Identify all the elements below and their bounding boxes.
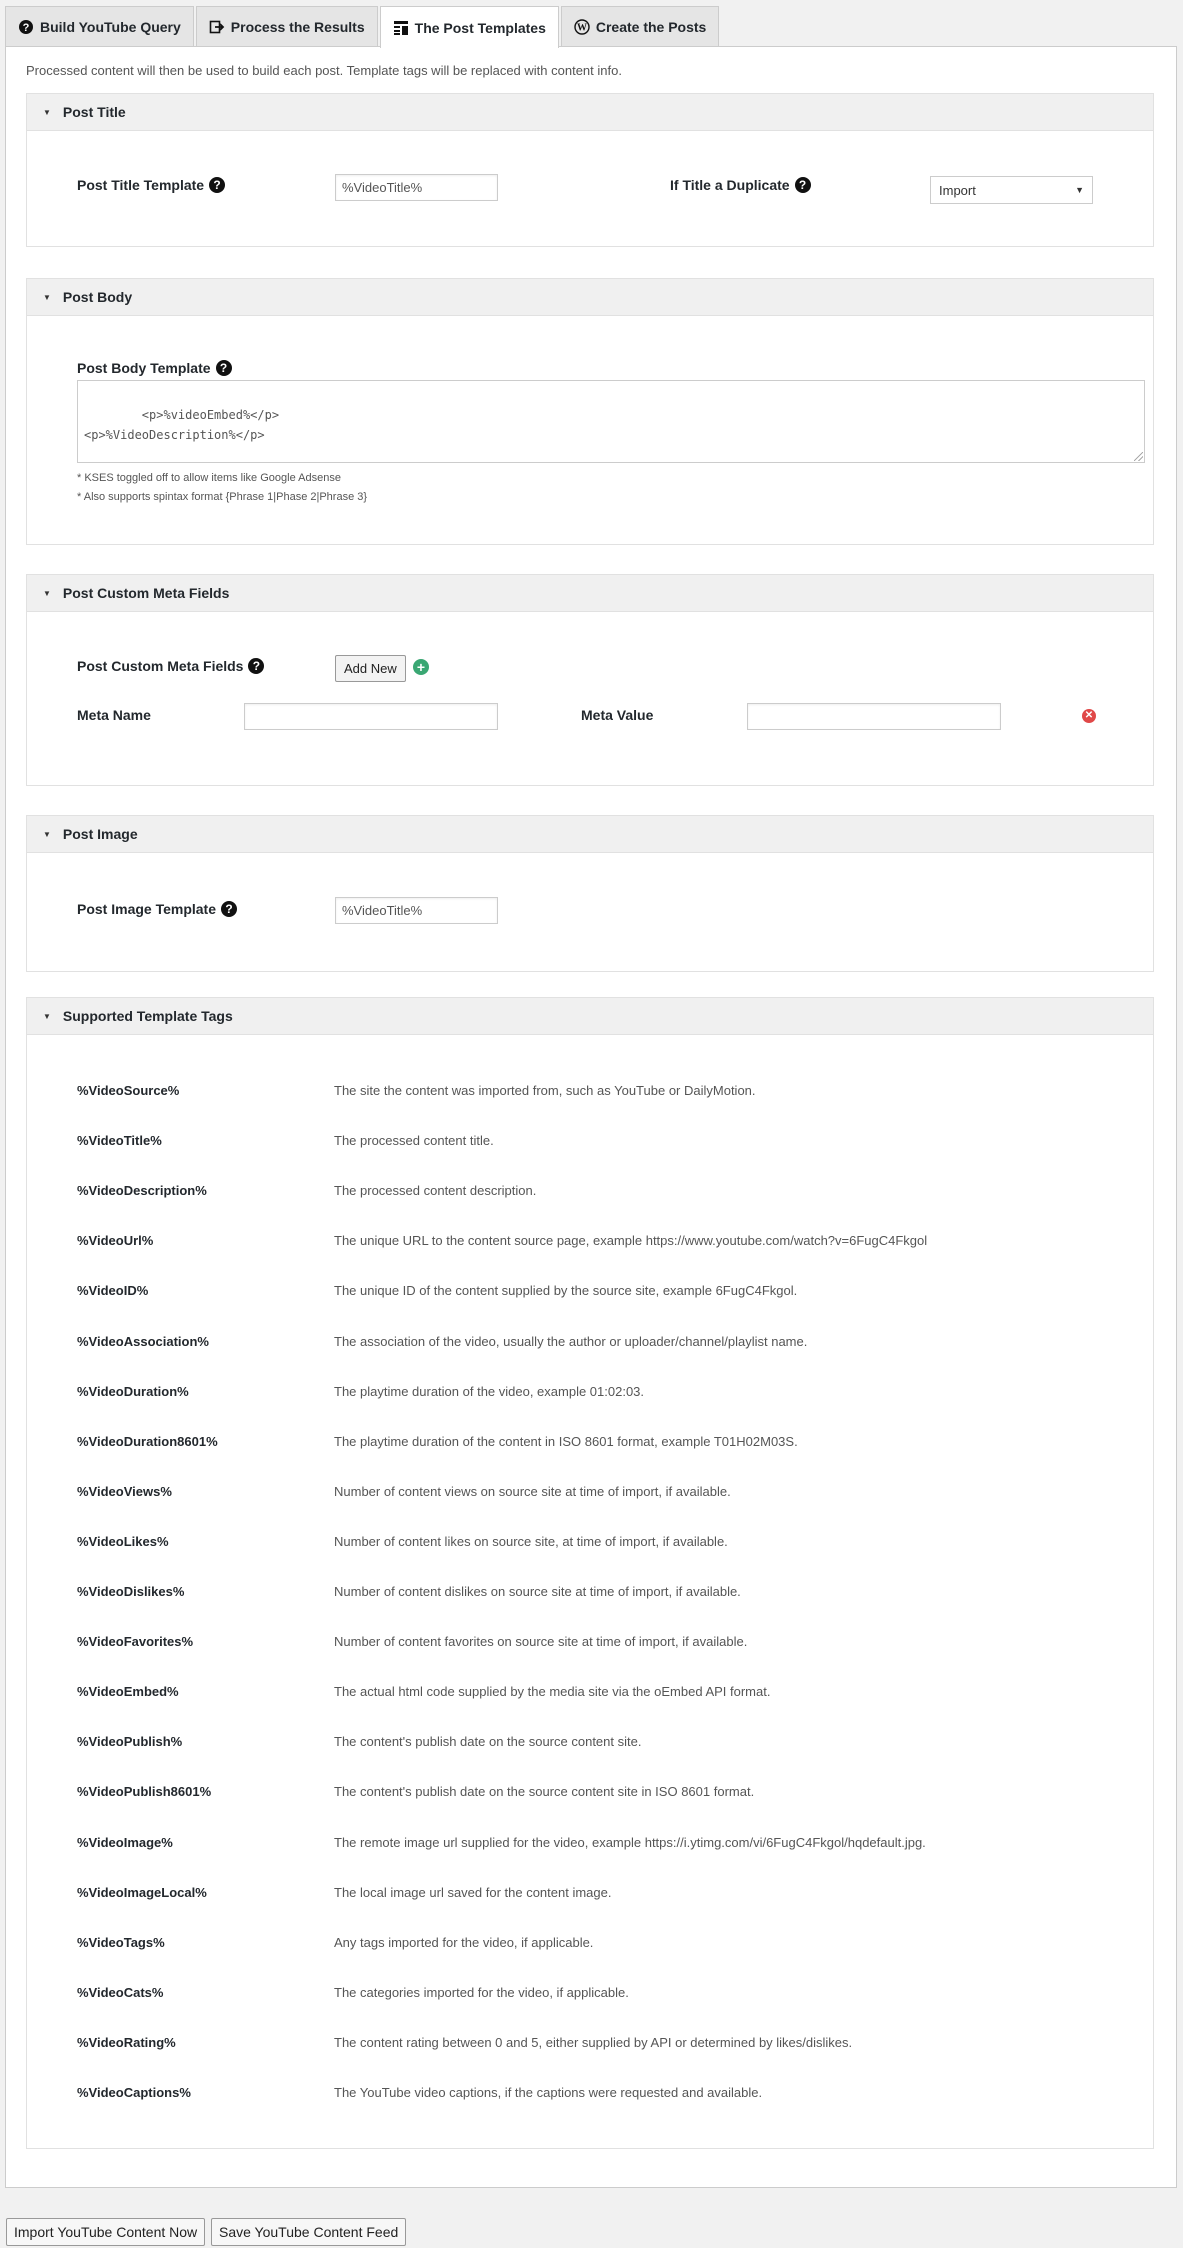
question-circle-icon xyxy=(18,19,34,35)
template-tag-name: %VideoDescription% xyxy=(77,1183,207,1198)
template-tag-row xyxy=(27,1083,1153,1103)
post-meta-header[interactable] xyxy=(27,575,1153,612)
template-tag-description: The unique URL to the content source page, example https://www.youtube.com/watch?v=6FugC4Fkgol xyxy=(334,1233,928,1248)
post-title-box xyxy=(26,93,1154,247)
template-tag-row xyxy=(27,1885,1153,1905)
template-tag-name: %VideoDuration% xyxy=(77,1384,189,1399)
template-tag-description: The unique ID of the content supplied by the source site, example 6FugC4Fkgol. xyxy=(334,1283,798,1298)
caret-down-icon: ▼ xyxy=(1075,185,1084,195)
tab-label: Build YouTube Query xyxy=(40,19,181,35)
section-heading: Supported Template Tags xyxy=(62,1008,233,1024)
template-tag-name: %VideoImage% xyxy=(77,1835,173,1850)
template-tag-row xyxy=(27,1233,1153,1253)
template-tag-row xyxy=(27,1534,1153,1554)
template-tag-row xyxy=(27,1784,1153,1804)
template-tag-name: %VideoDuration8601% xyxy=(77,1434,218,1449)
template-tag-description: The playtime duration of the content in ISO 8601 format, example T01H02M03S. xyxy=(334,1434,798,1449)
meta-value-input[interactable] xyxy=(747,703,1001,730)
resize-grip-icon[interactable] xyxy=(1134,452,1143,461)
tab-bar xyxy=(5,6,721,47)
label-text: Post Body Template xyxy=(77,360,211,376)
template-tag-name: %VideoPublish% xyxy=(77,1734,183,1749)
template-tag-row xyxy=(27,1985,1153,2005)
template-tag-row xyxy=(27,2085,1153,2105)
template-tag-description: The site the content was imported from, such as YouTube or DailyMotion. xyxy=(334,1083,756,1098)
template-tag-row xyxy=(27,2035,1153,2055)
template-tag-description: Any tags imported for the video, if applicable. xyxy=(334,1935,594,1950)
template-tag-name: %VideoID% xyxy=(77,1283,149,1298)
template-tag-row xyxy=(27,1684,1153,1704)
template-tag-row xyxy=(27,1434,1153,1454)
template-tag-description: The actual html code supplied by the media site via the oEmbed API format. xyxy=(334,1684,771,1699)
collapse-arrow-icon: ▼ xyxy=(43,107,51,117)
template-tag-name: %VideoUrl% xyxy=(77,1233,154,1248)
post-meta-box xyxy=(26,574,1154,786)
template-tag-row xyxy=(27,1283,1153,1303)
section-heading: Post Image xyxy=(62,826,138,842)
post-image-template-input[interactable] xyxy=(335,897,498,924)
post-title-template-label xyxy=(77,177,225,193)
duplicate-title-select[interactable] xyxy=(930,176,1093,204)
help-icon[interactable]: ? xyxy=(795,177,811,193)
template-tag-description: The processed content description. xyxy=(334,1183,537,1198)
template-tag-row xyxy=(27,1133,1153,1153)
help-icon[interactable]: ? xyxy=(216,360,232,376)
meta-name-input[interactable] xyxy=(244,703,498,730)
label-text: Post Custom Meta Fields xyxy=(77,658,244,674)
meta-name-label: Meta Name xyxy=(77,707,151,723)
templates-panel xyxy=(5,46,1177,2188)
template-tag-description: Number of content favorites on source site at time of import, if available. xyxy=(334,1634,748,1649)
kses-note: * KSES toggled off to allow items like Google Adsense xyxy=(77,472,341,484)
template-tag-name: %VideoViews% xyxy=(77,1484,172,1499)
template-tag-description: The local image url saved for the content image. xyxy=(334,1885,612,1900)
template-tag-description: The association of the video, usually the author or uploader/channel/playlist name. xyxy=(334,1334,808,1349)
template-tag-name: %VideoLikes% xyxy=(77,1534,169,1549)
template-tag-row xyxy=(27,1835,1153,1855)
collapse-arrow-icon: ▼ xyxy=(43,1011,51,1021)
post-body-header[interactable] xyxy=(27,279,1153,316)
help-icon[interactable]: ? xyxy=(209,177,225,193)
wordpress-icon xyxy=(574,19,590,35)
save-feed-button[interactable]: Save YouTube Content Feed xyxy=(211,2218,406,2246)
template-tag-name: %VideoFavorites% xyxy=(77,1634,194,1649)
add-new-meta-button[interactable]: Add New xyxy=(335,655,406,682)
template-tag-row xyxy=(27,1334,1153,1354)
collapse-arrow-icon: ▼ xyxy=(43,588,51,598)
duplicate-title-label xyxy=(670,177,811,193)
sign-out-icon xyxy=(209,19,225,35)
section-heading: Post Custom Meta Fields xyxy=(62,585,230,601)
template-tag-name: %VideoRating% xyxy=(77,2035,176,2050)
template-tags-header[interactable] xyxy=(27,998,1153,1035)
template-tag-description: The YouTube video captions, if the captions were requested and available. xyxy=(334,2085,763,2100)
tab-build-youtube-query[interactable] xyxy=(5,6,194,47)
post-image-header[interactable] xyxy=(27,816,1153,853)
template-tag-description: The processed content title. xyxy=(334,1133,494,1148)
post-title-template-input[interactable] xyxy=(335,174,498,201)
template-tag-name: %VideoImageLocal% xyxy=(77,1885,207,1900)
template-tag-name: %VideoPublish8601% xyxy=(77,1784,212,1799)
template-tag-name: %VideoEmbed% xyxy=(77,1684,179,1699)
post-body-template-textarea[interactable] xyxy=(77,380,1145,463)
template-tag-description: Number of content dislikes on source site at time of import, if available. xyxy=(334,1584,741,1599)
post-meta-fields-label xyxy=(77,658,264,674)
template-tag-description: The content's publish date on the source content site in ISO 8601 format. xyxy=(334,1784,755,1799)
textarea-content: <p>%videoEmbed%</p> <p>%VideoDescription%</p> xyxy=(84,408,280,442)
tab-process-results[interactable] xyxy=(196,6,378,47)
template-tag-description: Number of content likes on source site, at time of import, if available. xyxy=(334,1534,728,1549)
template-tag-row xyxy=(27,1183,1153,1203)
template-tag-name: %VideoTags% xyxy=(77,1935,165,1950)
tab-create-posts[interactable] xyxy=(561,6,719,47)
template-icon xyxy=(393,20,409,36)
section-heading: Post Title xyxy=(62,104,126,120)
help-icon[interactable]: ? xyxy=(221,901,237,917)
template-tag-name: %VideoCats% xyxy=(77,1985,164,2000)
template-tag-description: The content's publish date on the source content site. xyxy=(334,1734,642,1749)
collapse-arrow-icon: ▼ xyxy=(43,292,51,302)
post-image-template-label xyxy=(77,901,237,917)
post-body-box xyxy=(26,278,1154,545)
template-tag-description: The categories imported for the video, if applicable. xyxy=(334,1985,629,2000)
template-tag-row xyxy=(27,1484,1153,1504)
intro-text: Processed content will then be used to build each post. Template tags will be replaced with content info. xyxy=(26,63,622,78)
template-tag-description: Number of content views on source site at time of import, if available. xyxy=(334,1484,731,1499)
template-tag-row xyxy=(27,1384,1153,1404)
import-content-button[interactable]: Import YouTube Content Now xyxy=(6,2218,205,2246)
section-heading: Post Body xyxy=(62,289,133,305)
post-image-box xyxy=(26,815,1154,972)
template-tag-name: %VideoDislikes% xyxy=(77,1584,185,1599)
template-tags-box xyxy=(26,997,1154,2149)
collapse-arrow-icon: ▼ xyxy=(43,829,51,839)
template-tag-name: %VideoCaptions% xyxy=(77,2085,191,2100)
remove-meta-icon[interactable]: ✕ xyxy=(1082,709,1096,723)
label-text: Post Image Template xyxy=(77,901,217,917)
help-icon[interactable]: ? xyxy=(248,658,264,674)
label-text: If Title a Duplicate xyxy=(670,177,790,193)
post-body-template-label xyxy=(77,360,232,376)
template-tag-name: %VideoTitle% xyxy=(77,1133,162,1148)
template-tag-row xyxy=(27,1935,1153,1955)
select-value: Import xyxy=(939,182,976,198)
svg-text:W: W xyxy=(576,22,587,34)
template-tag-name: %VideoAssociation% xyxy=(77,1334,209,1349)
template-tag-row xyxy=(27,1634,1153,1654)
add-circle-icon[interactable]: + xyxy=(413,659,429,675)
tab-post-templates[interactable] xyxy=(380,6,559,48)
template-tag-description: The playtime duration of the video, example 01:02:03. xyxy=(334,1384,645,1399)
template-tag-row xyxy=(27,1734,1153,1754)
tab-label: The Post Templates xyxy=(414,19,546,36)
tab-label: Process the Results xyxy=(230,19,365,35)
template-tag-row xyxy=(27,1584,1153,1604)
svg-text:?: ? xyxy=(22,22,30,34)
template-tag-name: %VideoSource% xyxy=(77,1083,180,1098)
template-tag-description: The content rating between 0 and 5, either supplied by API or determined by likes/dislikes. xyxy=(334,2035,853,2050)
label-text: Post Title Template xyxy=(77,177,205,193)
template-tag-description: The remote image url supplied for the video, example https://i.ytimg.com/vi/6FugC4Fkgol/hqdefault.jpg. xyxy=(334,1835,926,1850)
meta-value-label: Meta Value xyxy=(581,707,654,723)
tab-label: Create the Posts xyxy=(595,19,707,35)
post-title-header[interactable] xyxy=(27,94,1153,131)
spintax-note: * Also supports spintax format {Phrase 1|Phase 2|Phrase 3} xyxy=(77,491,368,503)
